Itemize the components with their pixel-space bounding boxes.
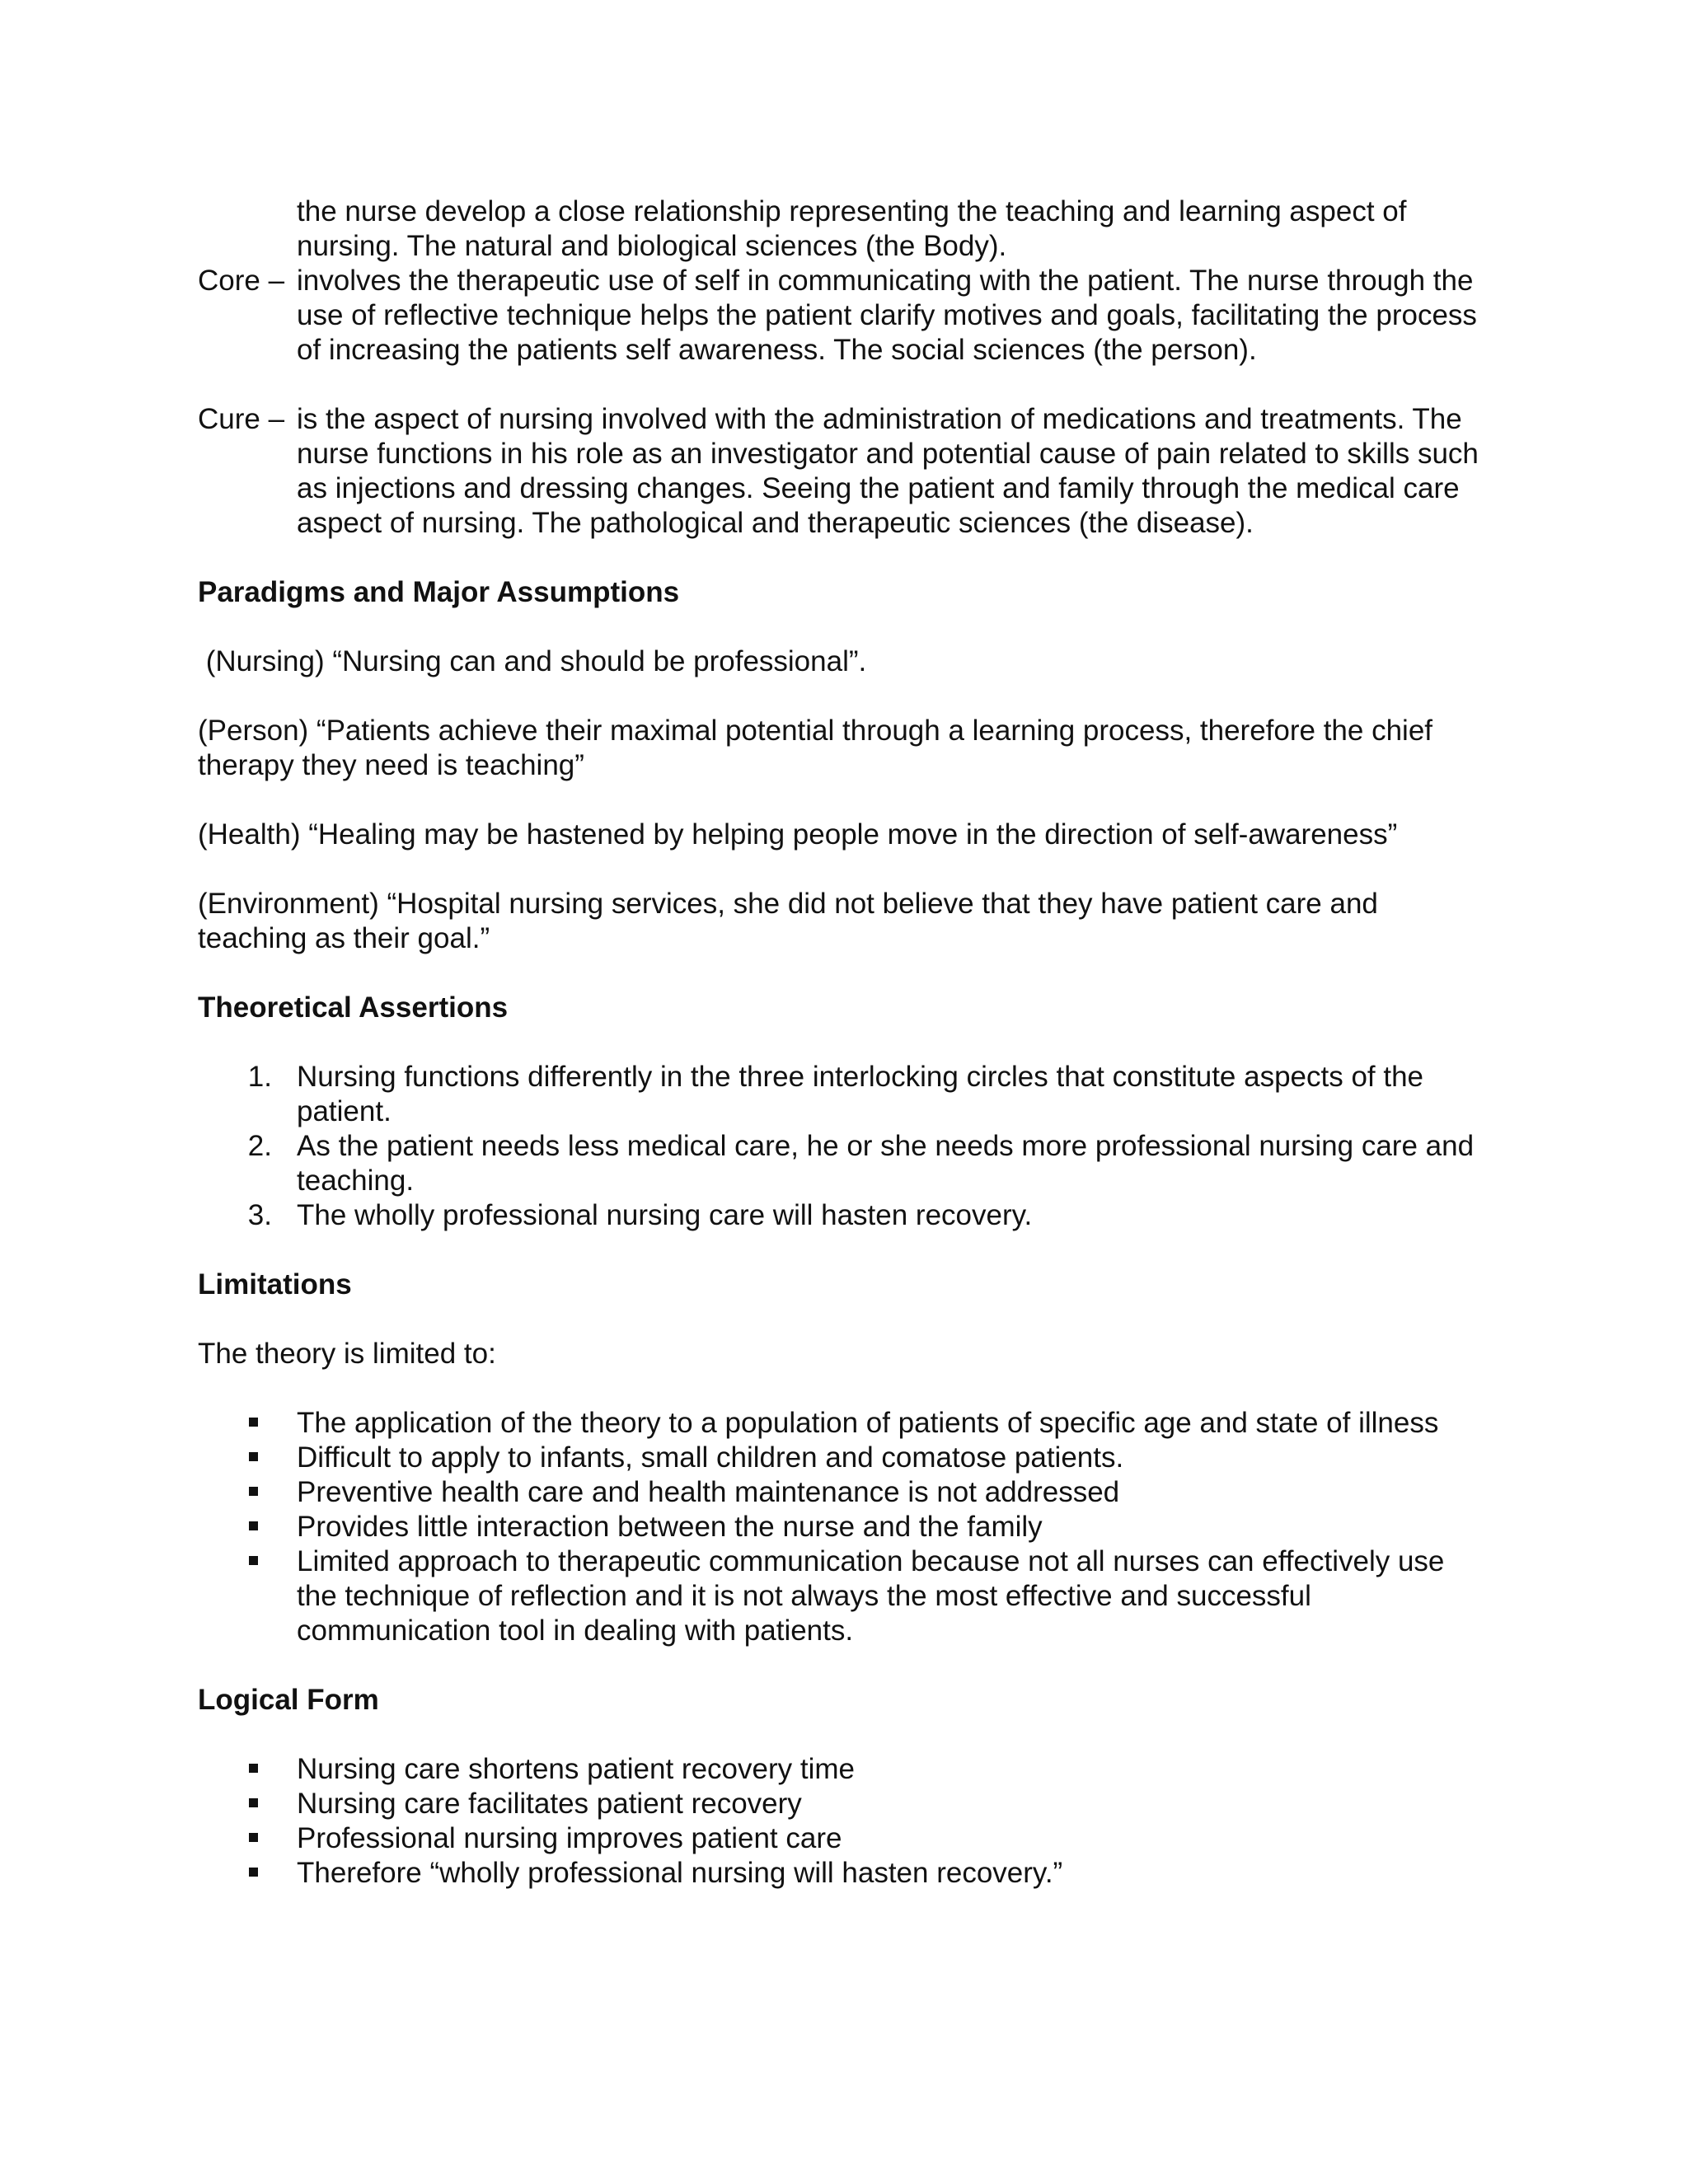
list-number: 1. [247, 1061, 272, 1093]
core-term: Core – [198, 265, 285, 297]
paradigms-heading: Paradigms and Major Assumptions [198, 576, 680, 608]
list-item [198, 1441, 1484, 1475]
paradigm-health: (Health) “Healing may be hastened by helping people move in the direction of self-awareness” [198, 818, 1398, 851]
list-item-text: Nursing care facilitates patient recovery [297, 1788, 802, 1820]
list-item [198, 1510, 1484, 1544]
square-bullet-icon [249, 1487, 258, 1496]
assertions-list [198, 1060, 1484, 1233]
list-item [198, 1856, 1484, 1891]
limitations-intro: The theory is limited to: [198, 1338, 496, 1370]
cure-text: is the aspect of nursing involved with the administration of medications and treatments. The nurse functions in his role as an investigator and potential cause of pain related to skills such as injections and dressing changes. Seeing the patient and family through the medical care aspect of nursing. The pathological and therapeutic sciences (the disease). [297, 403, 1479, 539]
list-item-text: Professional nursing improves patient care [297, 1822, 842, 1854]
paradigm-nursing: (Nursing) “Nursing can and should be professional”. [198, 645, 867, 677]
list-item-text: The application of the theory to a population of patients of specific age and state of illness [297, 1407, 1439, 1439]
list-item [198, 1129, 1484, 1198]
logical-form-list [198, 1752, 1484, 1891]
square-bullet-icon [249, 1868, 258, 1877]
list-item-text: Limited approach to therapeutic communication because not all nurses can effectively use the technique of reflection and it is not always the most effective and successful communication tool in dealing with patients. [297, 1545, 1445, 1647]
limitations-heading: Limitations [198, 1268, 352, 1301]
cure-term: Cure – [198, 403, 285, 435]
list-item [198, 1787, 1484, 1821]
list-item-text: Preventive health care and health maintenance is not addressed [297, 1476, 1120, 1508]
logical-form-heading: Logical Form [198, 1684, 379, 1716]
list-item-text: As the patient needs less medical care, he or she needs more professional nursing care and teaching. [297, 1130, 1475, 1197]
list-item-text: Provides little interaction between the nurse and the family [297, 1511, 1043, 1543]
square-bullet-icon [249, 1521, 258, 1530]
list-item-text: Nursing care shortens patient recovery time [297, 1753, 855, 1785]
paradigm-person: (Person) “Patients achieve their maximal potential through a learning process, therefore the chief therapy they need is teaching” [198, 715, 1433, 781]
paradigm-environment: (Environment) “Hospital nursing services, she did not believe that they have patient care and teaching as their goal.” [198, 888, 1378, 954]
list-item [198, 1198, 1484, 1233]
square-bullet-icon [249, 1764, 258, 1773]
square-bullet-icon [249, 1418, 258, 1427]
square-bullet-icon [249, 1798, 258, 1807]
list-item-text: The wholly professional nursing care will hasten recovery. [297, 1199, 1033, 1231]
list-item [198, 1752, 1484, 1787]
list-number: 2. [247, 1130, 272, 1162]
list-item [198, 1475, 1484, 1510]
list-item [198, 1544, 1484, 1648]
limitations-list [198, 1406, 1484, 1648]
list-item-text: Nursing functions differently in the three interlocking circles that constitute aspects of the patient. [297, 1061, 1424, 1127]
list-item-text: Therefore “wholly professional nursing will hasten recovery.” [297, 1857, 1063, 1889]
core-text: involves the therapeutic use of self in communicating with the patient. The nurse through the use of reflective technique helps the patient clarify motives and goals, facilitating the process of increasing the patients self awareness. The social sciences (the person). [297, 265, 1477, 366]
core-definition [198, 264, 1484, 368]
cure-definition [198, 402, 1484, 541]
document-page [198, 194, 1484, 1891]
list-item [198, 1821, 1484, 1856]
square-bullet-icon [249, 1833, 258, 1842]
list-item-text: Difficult to apply to infants, small children and comatose patients. [297, 1441, 1124, 1474]
square-bullet-icon [249, 1556, 258, 1565]
list-item [198, 1406, 1484, 1441]
list-number: 3. [247, 1199, 272, 1231]
list-item [198, 1060, 1484, 1129]
square-bullet-icon [249, 1452, 258, 1461]
nursing-definition-continuation: the nurse develop a close relationship representing the teaching and learning aspect of nursing. The natural and biological sciences (the Body). [297, 195, 1407, 262]
assertions-heading: Theoretical Assertions [198, 991, 509, 1024]
